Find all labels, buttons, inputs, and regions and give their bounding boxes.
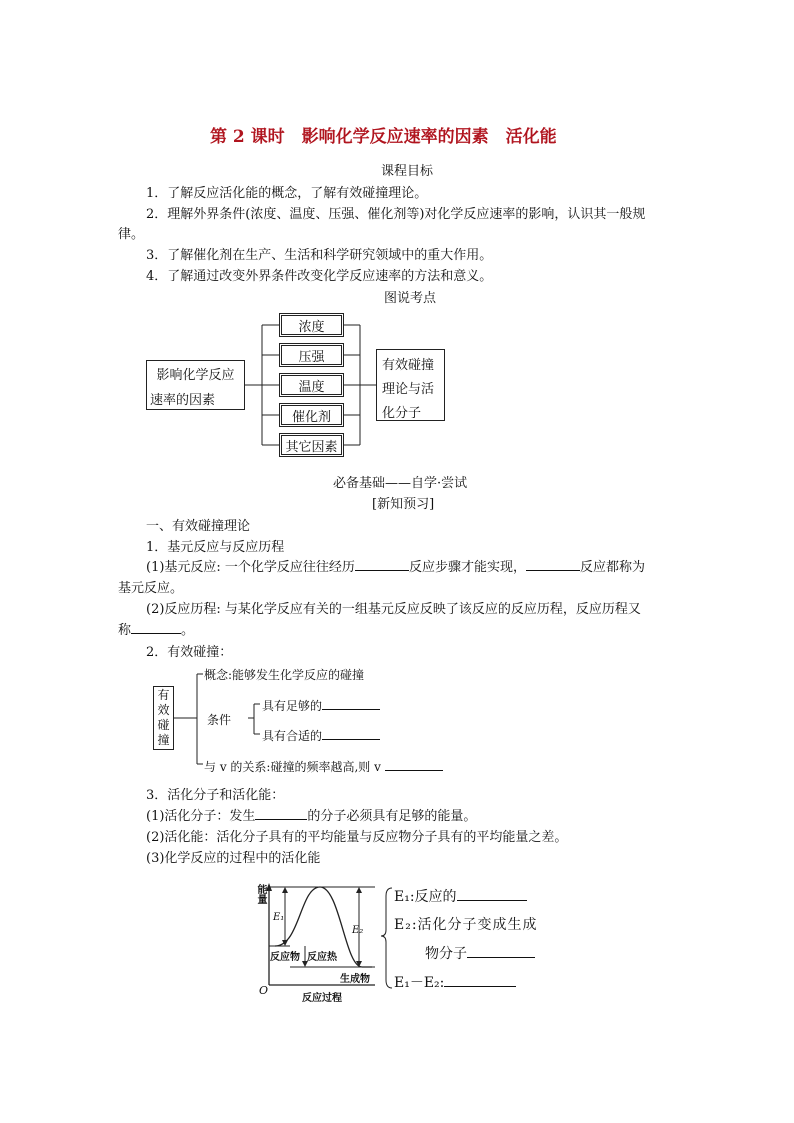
factor-concentration: 浓度 (281, 315, 342, 335)
para-elementary: (1)基元反应: 一个化学反应往往经历 反应步骤才能实现， 反应都称为 (146, 556, 645, 575)
legend-e2: E₂:活化分子变成生成 (394, 917, 538, 933)
para-mechanism-cont: 称 。 (118, 619, 194, 638)
collision-rate-relation: 与 v 的关系:碰撞的频率越高,则 v (204, 757, 443, 775)
e1-label: E₁ (273, 912, 285, 923)
x-axis-label: 反应过程 (302, 993, 342, 1004)
para-activation-energy: (2)活化能：活化分子具有的平均能量与反应物分子具有的平均能量之差。 (146, 830, 568, 845)
legend-e1: E₁:反应的 (394, 886, 527, 906)
para-process-energy: (3)化学反应的过程中的活化能 (146, 851, 321, 866)
legend-e2-cont: 物分子 (425, 943, 535, 963)
e2-label: E₂ (352, 925, 364, 936)
factor-other: 其它因素 (281, 435, 342, 455)
origin-label: O (259, 984, 269, 997)
concept-map-heading: 图说考点 (384, 291, 437, 306)
page-title: 第 2 课时 影响化学反应速率的因素 活化能 (210, 127, 557, 147)
item-effective-collision: 2．有效碰撞： (146, 645, 233, 660)
legend-e1-minus-e2: E₁－E₂: (394, 972, 516, 992)
blank-9 (467, 944, 535, 958)
blank-8 (457, 887, 527, 901)
para-activated-molecule: (1)活化分子：发生 的分子必须具有足够的能量。 (146, 805, 476, 824)
objective-1: 1．了解反应活化能的概念，了解有效碰撞理论。 (146, 186, 428, 201)
para-elementary-cont: 基元反应。 (118, 581, 184, 596)
factors-root-line2: 速率的因素 (150, 393, 216, 408)
objective-2: 2．理解外界条件(浓度、温度、压强、催化剂等)对化学反应速率的影响，认识其一般规 (146, 207, 646, 222)
factor-catalyst: 催化剂 (281, 405, 342, 425)
factor-temperature: 温度 (281, 375, 342, 395)
para-mechanism: (2)反应历程: 与某化学反应有关的一组基元反应反映了该反应的反应历程，反应历程又 (146, 602, 641, 617)
section-collision-theory: 一、有效碰撞理论 (146, 519, 251, 534)
product-label: 生成物 (340, 974, 370, 985)
item-elementary-reaction: 1．基元反应与反应历程 (146, 540, 285, 555)
reaction-heat-label: 反应热 (307, 952, 337, 963)
condition-1: 具有足够的 (262, 696, 380, 714)
objectives-heading: 课程目标 (381, 164, 434, 179)
effective-collision-box: 有 效 碰 撞 (153, 686, 174, 750)
collision-concept: 概念:能够发生化学反应的碰撞 (204, 668, 365, 682)
basics-subheading: [新知预习] (372, 497, 435, 512)
reactant-label: 反应物 (270, 952, 300, 963)
objective-2-cont: 律。 (118, 227, 145, 242)
item-activated-molecules: 3．活化分子和活化能： (146, 788, 285, 803)
blank-10 (444, 973, 516, 987)
factors-root-line1: 影响化学反应 (156, 368, 235, 383)
basics-heading: 必备基础——自学·尝试 (333, 476, 468, 491)
collision-condition: 条件 (207, 713, 232, 727)
y-axis-label: 能量 (255, 884, 266, 904)
condition-2: 具有合适的 (262, 726, 380, 744)
factor-pressure: 压强 (281, 345, 342, 365)
collision-theory-box: 有效碰撞 理论与活 化分子 (376, 349, 445, 421)
objective-3: 3．了解催化剂在生产、生活和科学研究领域中的重大作用。 (146, 248, 493, 263)
objective-4: 4．了解通过改变外界条件改变化学反应速率的方法和意义。 (146, 269, 493, 284)
